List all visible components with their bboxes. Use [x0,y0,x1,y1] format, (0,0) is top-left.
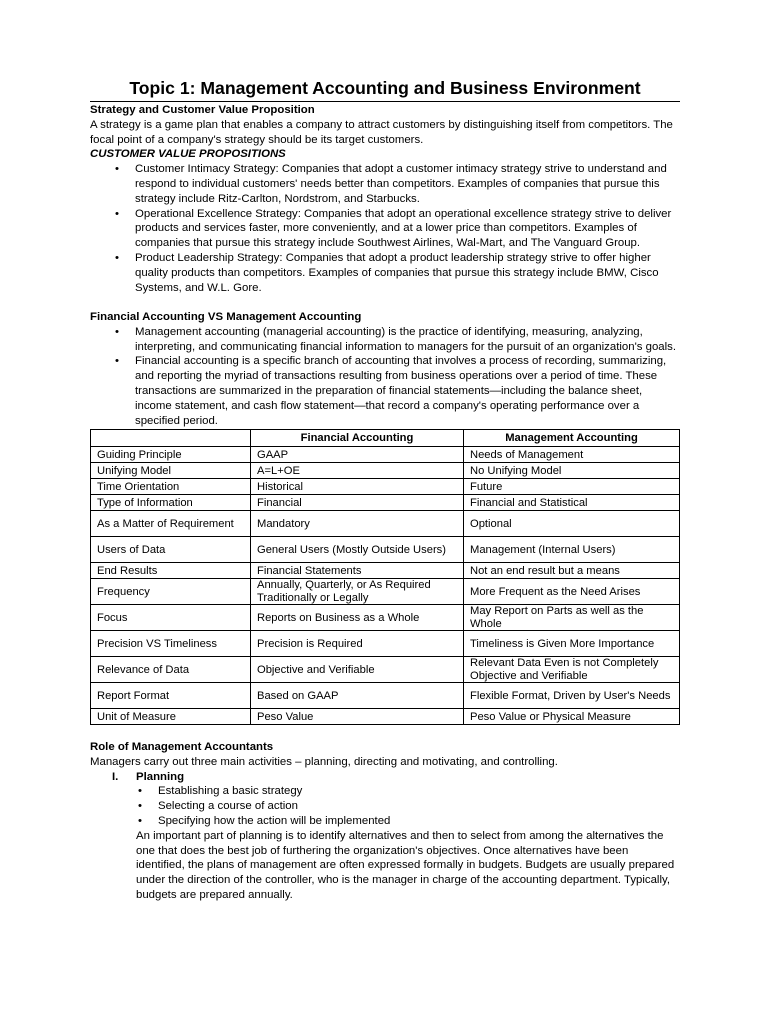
section-heading-role: Role of Management Accountants [90,740,274,753]
table-row [91,579,680,605]
table-cell: Frequency [91,579,251,605]
table-cell: Timeliness is Given More Importance [464,631,680,657]
table-cell: No Unifying Model [464,463,680,479]
activities-list [90,770,680,903]
table-cell: Mandatory [251,511,464,537]
list-item: • Management accounting (managerial accounting) is the practice of identifying, measuring, analyzing, interpreting, and communicating financial information to managers for the pursuit of an organization's goals. [135,325,680,355]
table-cell: GAAP [251,447,464,463]
table-cell: Relevance of Data [91,657,251,683]
table-cell: Precision VS Timeliness [91,631,251,657]
section-heading-strategy: Strategy and Customer Value Proposition [90,104,315,116]
table-cell: Time Orientation [91,479,251,495]
planning-paragraph: An important part of planning is to identify alternatives and then to select from among the alternatives the one that does the best job of furthering the organization's objectives. Once alternatives have been identified, the plans of management are often expressed formally in budgets. Budgets are usually prepared under the direction of the controller, who is the manager in charge of the accounting department. Typically, budgets are prepared annually. [136,829,675,901]
list-item: • Customer Intimacy Strategy: Companies that adopt a customer intimacy strategy strive to understand and respond to individual customers' needs better than competitors. Examples of companies that pursue this strategy include Ritz-Carlton, Nordstrom, and Starbucks. [135,162,680,206]
strategy-intro: A strategy is a game plan that enables a company to attract customers by distinguishing itself from competitors. The focal point of a company's strategy should be its target customers. [90,118,673,146]
accounting-definitions-list [90,325,680,429]
table-cell: Unit of Measure [91,709,251,725]
list-item: • Specifying how the action will be implemented [158,814,680,829]
table-cell: General Users (Mostly Outside Users) [251,537,464,563]
table-cell: Needs of Management [464,447,680,463]
table-cell: Financial and Statistical [464,495,680,511]
table-row [91,709,680,725]
value-propositions-list [90,162,680,295]
table-row [91,683,680,709]
table-cell: Flexible Format, Driven by User's Needs [464,683,680,709]
table-cell: Report Format [91,683,251,709]
table-cell: May Report on Parts as well as the Whole [464,605,680,631]
table-header-cell: Management Accounting [464,430,680,447]
table-header-cell: Financial Accounting [251,430,464,447]
table-row [91,631,680,657]
table-row [91,479,680,495]
table-cell: Precision is Required [251,631,464,657]
table-cell: Not an end result but a means [464,563,680,579]
table-row [91,563,680,579]
list-item: • Establishing a basic strategy [158,784,680,799]
table-cell: Peso Value or Physical Measure [464,709,680,725]
table-cell: Users of Data [91,537,251,563]
list-item: • Operational Excellence Strategy: Companies that adopt an operational excellence strategy strive to deliver products and services faster, more conveniently, and at a lower price than competitors. Examples of companies that pursue this strategy include Southwest Airlines, Wal-Mart, and The Vanguard Group. [135,207,680,251]
table-cell: Unifying Model [91,463,251,479]
table-cell: Financial [251,495,464,511]
table-header-row [91,430,680,447]
comparison-table [90,429,680,725]
list-item: • Selecting a course of action [158,799,680,814]
table-cell: Optional [464,511,680,537]
table-row [91,537,680,563]
table-cell: Relevant Data Even is not Completely Objective and Verifiable [464,657,680,683]
table-cell: A=L+OE [251,463,464,479]
table-cell: Based on GAAP [251,683,464,709]
list-item [90,770,680,903]
section-heading-fa-vs-ma: Financial Accounting VS Management Accounting [90,310,362,323]
table-row [91,495,680,511]
roman-numeral: I. [112,770,119,783]
table-cell: Peso Value [251,709,464,725]
list-item: • Financial accounting is a specific branch of accounting that involves a process of recording, summarizing, and reporting the myriad of transactions resulting from business operations over a period of time. These transactions are summarized in the preparation of financial statements—including the balance sheet, income statement, and cash flow statement—that record a company's operating performance over a specified period. [135,354,680,428]
table-cell: More Frequent as the Need Arises [464,579,680,605]
table-cell: Focus [91,605,251,631]
planning-steps-list [136,784,680,828]
table-row [91,657,680,683]
page-title: Topic 1: Management Accounting and Business Environment [90,76,680,102]
table-cell: End Results [91,563,251,579]
list-item: • Product Leadership Strategy: Companies that adopt a product leadership strategy strive to offer higher quality products than competitors. Examples of companies that pursue this strategy include BMW, Cisco Systems, and W.L. Gore. [135,251,680,295]
table-cell: Reports on Business as a Whole [251,605,464,631]
table-cell: Annually, Quarterly, or As Required Traditionally or Legally [251,579,464,605]
table-cell: As a Matter of Requirement [91,511,251,537]
spacer [90,725,680,740]
table-cell: Objective and Verifiable [251,657,464,683]
table-cell: Guiding Principle [91,447,251,463]
table-cell: Financial Statements [251,563,464,579]
table-cell: Historical [251,479,464,495]
role-intro: Managers carry out three main activities – planning, directing and motivating, and controlling. [90,755,558,768]
table-cell: Management (Internal Users) [464,537,680,563]
spacer [90,295,680,310]
table-row [91,447,680,463]
document-page [90,76,680,903]
table-row [91,511,680,537]
table-row [91,463,680,479]
table-row [91,605,680,631]
activity-title: Planning [136,770,185,783]
subheading-value-propositions: CUSTOMER VALUE PROPOSITIONS [90,148,286,161]
table-cell: Type of Information [91,495,251,511]
table-cell: Future [464,479,680,495]
table-header-cell [91,430,251,447]
